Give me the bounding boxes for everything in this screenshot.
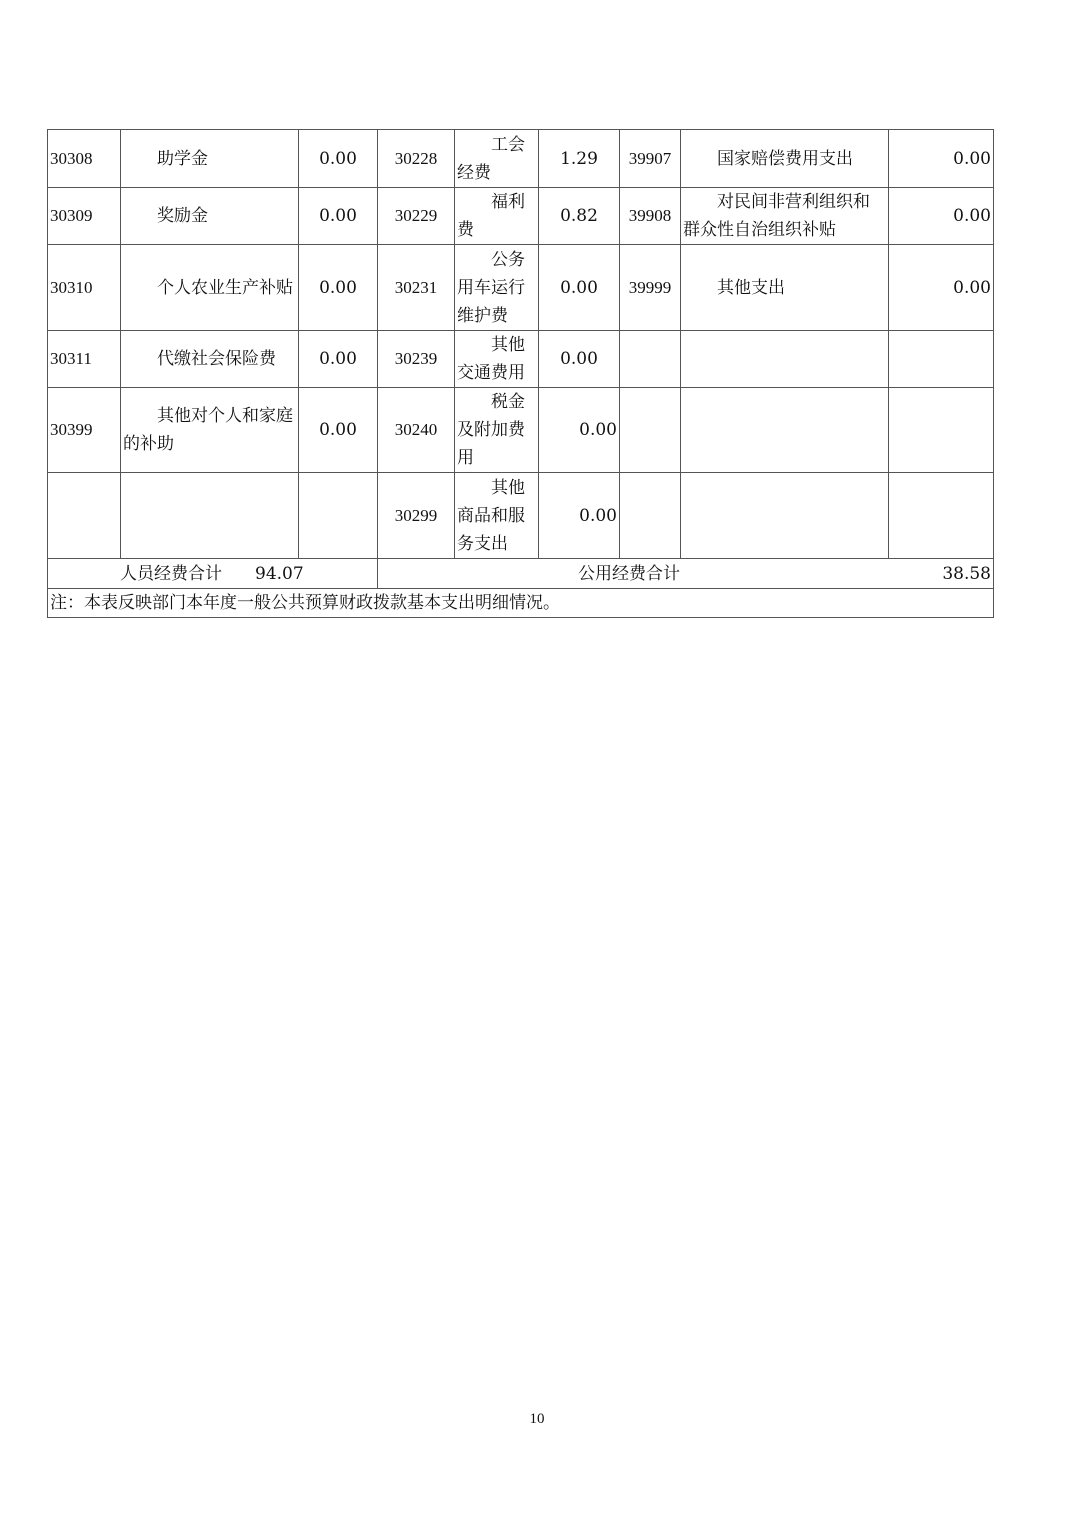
amount-cell — [889, 388, 994, 473]
item-name-cell: 其他交通费用 — [455, 331, 539, 388]
code-cell — [620, 331, 681, 388]
personnel-total-cell — [48, 559, 378, 589]
amount-cell: 0.00 — [539, 473, 620, 559]
table-row — [48, 130, 994, 188]
public-total-value: 38.58 — [942, 564, 991, 584]
code-cell: 30228 — [378, 130, 455, 188]
item-name-cell: 税金及附加费用 — [455, 388, 539, 473]
amount-cell: 0.00 — [889, 188, 994, 245]
amount-cell — [889, 331, 994, 388]
amount-cell: 0.00 — [299, 245, 378, 331]
code-cell: 30311 — [48, 331, 121, 388]
item-name-cell: 工会经费 — [455, 130, 539, 188]
code-cell: 39908 — [620, 188, 681, 245]
item-name-cell: 福利费 — [455, 188, 539, 245]
code-cell: 30309 — [48, 188, 121, 245]
amount-cell: 0.00 — [539, 388, 620, 473]
item-name-cell: 奖励金 — [121, 188, 299, 245]
item-name-cell — [121, 473, 299, 559]
amount-cell — [889, 473, 994, 559]
item-name-cell: 公务用车运行维护费 — [455, 245, 539, 331]
item-name-cell: 个人农业生产补贴 — [121, 245, 299, 331]
amount-cell: 0.82 — [539, 188, 620, 245]
amount-cell: 0.00 — [299, 130, 378, 188]
code-cell — [620, 388, 681, 473]
amount-cell: 0.00 — [299, 388, 378, 473]
public-total-cell — [378, 559, 994, 589]
table-row — [48, 245, 994, 331]
item-name-cell — [681, 331, 889, 388]
amount-cell: 0.00 — [299, 188, 378, 245]
item-name-cell — [681, 388, 889, 473]
note-row — [48, 589, 994, 618]
item-name-cell: 代缴社会保险费 — [121, 331, 299, 388]
amount-cell: 0.00 — [889, 245, 994, 331]
code-cell: 39999 — [620, 245, 681, 331]
amount-cell: 1.29 — [539, 130, 620, 188]
page-number: 10 — [529, 1411, 545, 1427]
code-cell: 39907 — [620, 130, 681, 188]
code-cell: 30231 — [378, 245, 455, 331]
table-note: 注：本表反映部门本年度一般公共预算财政拨款基本支出明细情况。 — [48, 589, 994, 618]
item-name-cell: 国家赔偿费用支出 — [681, 130, 889, 188]
amount-cell: 0.00 — [539, 331, 620, 388]
totals-row — [48, 559, 994, 589]
personnel-total-value: 94.07 — [255, 563, 304, 584]
code-cell: 30308 — [48, 130, 121, 188]
code-cell: 30399 — [48, 388, 121, 473]
table-row — [48, 331, 994, 388]
item-name-cell: 对民间非营利组织和群众性自治组织补贴 — [681, 188, 889, 245]
item-name-cell: 助学金 — [121, 130, 299, 188]
code-cell: 30239 — [378, 331, 455, 388]
amount-cell: 0.00 — [539, 245, 620, 331]
amount-cell — [299, 473, 378, 559]
public-total-label: 公用经费合计 — [578, 563, 680, 584]
item-name-cell: 其他支出 — [681, 245, 889, 331]
personnel-total-label: 人员经费合计 — [120, 563, 222, 584]
table-row — [48, 188, 994, 245]
code-cell: 30240 — [378, 388, 455, 473]
item-name-cell: 其他对个人和家庭的补助 — [121, 388, 299, 473]
table-row — [48, 388, 994, 473]
table-row — [48, 473, 994, 559]
item-name-cell — [681, 473, 889, 559]
amount-cell: 0.00 — [299, 331, 378, 388]
code-cell: 30299 — [378, 473, 455, 559]
expenditure-detail-table — [47, 129, 994, 618]
code-cell: 30229 — [378, 188, 455, 245]
code-cell: 30310 — [48, 245, 121, 331]
code-cell — [48, 473, 121, 559]
item-name-cell: 其他商品和服务支出 — [455, 473, 539, 559]
code-cell — [620, 473, 681, 559]
amount-cell: 0.00 — [889, 130, 994, 188]
